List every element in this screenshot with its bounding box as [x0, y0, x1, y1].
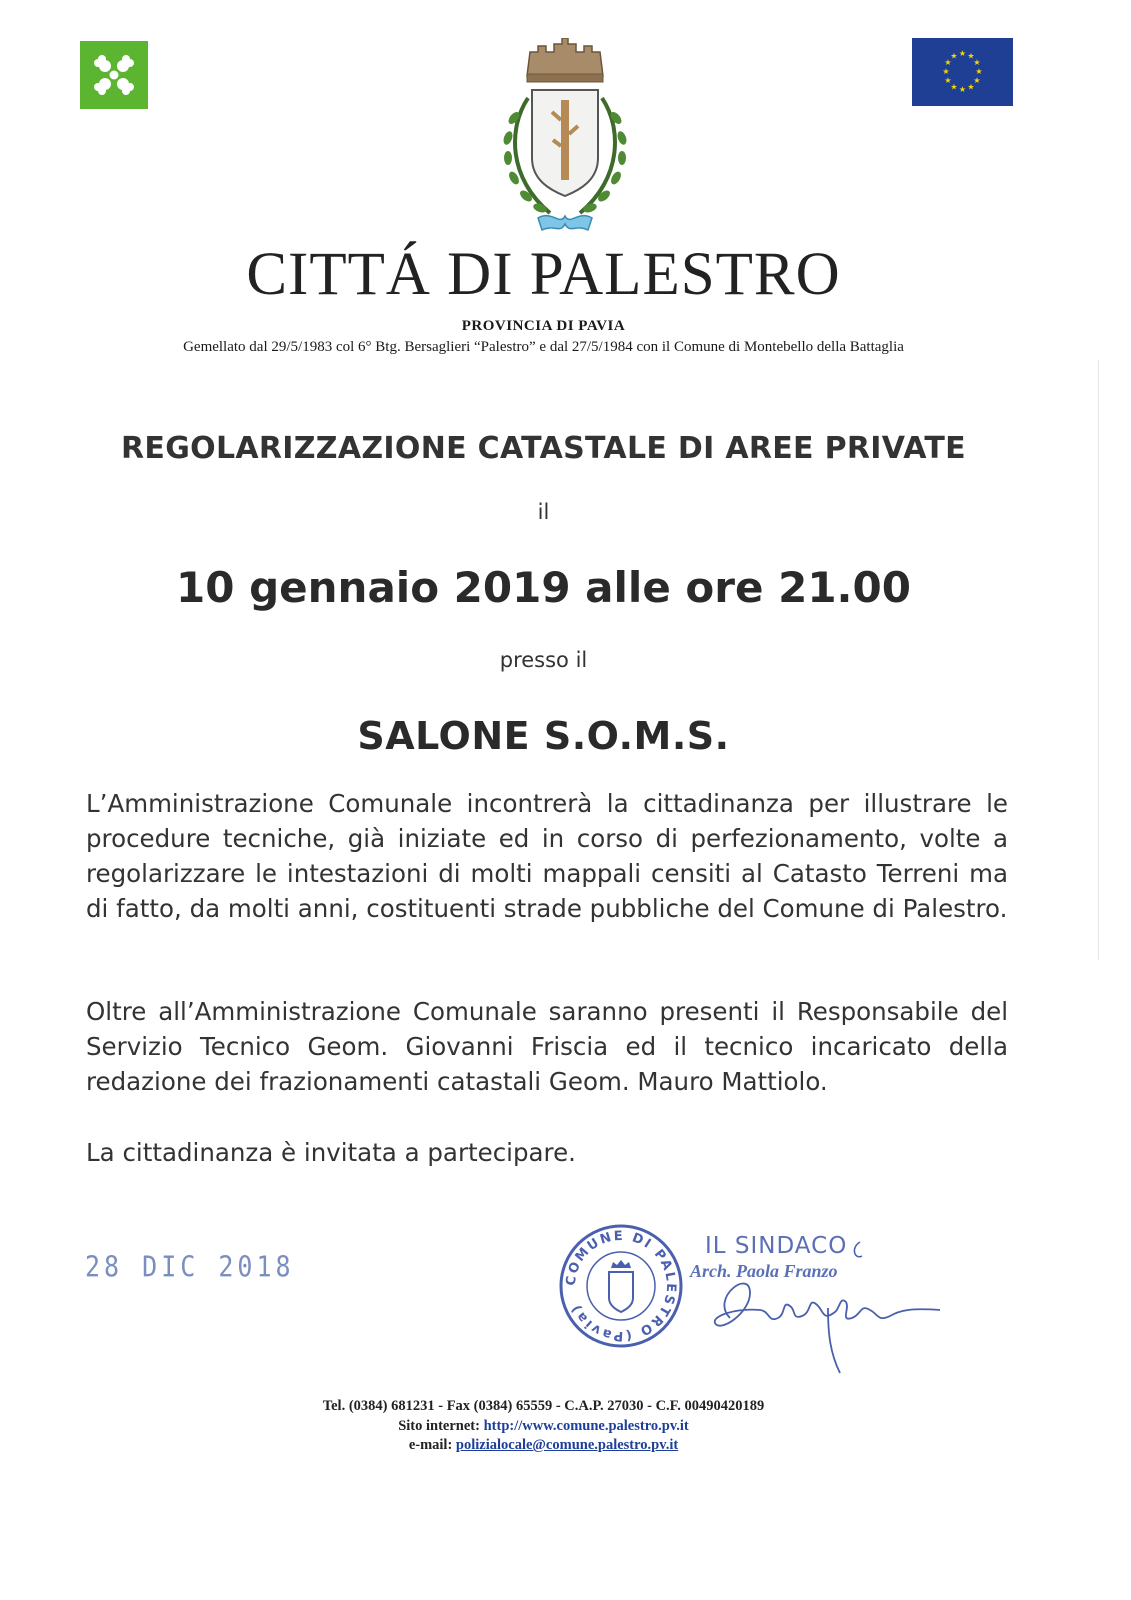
- svg-text:★: ★: [958, 85, 967, 94]
- stamp-text: COMUNE DI PALESTRO (Pavia): [563, 1228, 679, 1344]
- svg-text:★: ★: [944, 58, 952, 67]
- notice-presso: presso il: [499, 648, 588, 672]
- eu-flag-icon: [912, 38, 1013, 106]
- email-link[interactable]: polizialocale@comune.palestro.pv.it: [455, 1437, 679, 1453]
- website-label: Sito internet:: [398, 1418, 480, 1434]
- page-title: CITTÁ DI PALESTRO: [246, 241, 841, 308]
- twinning-note: Gemellato dal 29/5/1983 col 6° Btg. Bersaglieri “Palestro” e dal 27/5/1984 con il Comune di Montebello della Battaglia: [183, 339, 904, 355]
- mayor-title: IL SINDACO: [705, 1233, 848, 1259]
- svg-text:★: ★: [942, 67, 950, 76]
- event-venue: SALONE S.O.M.S.: [357, 714, 730, 758]
- lombardia-rose-icon: [80, 41, 148, 109]
- event-date-time: 10 gennaio 2019 alle ore 21.00: [176, 563, 911, 612]
- website-link[interactable]: http://www.comune.palestro.pv.it: [483, 1418, 689, 1434]
- footer-website: [0, 1418, 1087, 1435]
- signature-icon: [690, 1238, 950, 1378]
- footer-contacts: Tel. (0384) 681231 - Fax (0384) 65559 - C.A.P. 27030 - C.F. 00490420189: [322, 1398, 765, 1414]
- svg-text:★: ★: [973, 58, 981, 67]
- notice-paragraph-1: L’Amministrazione Comunale incontrerà la cittadinanza per illustrare le procedure tecniche, già iniziate ed in corso di perfezionamento, volte a regolarizzare le intestazioni di molti mappali censiti al Catasto Terreni ma di fatto, da molti anni, costituenti strade pubbliche del Comune di Palestro.: [86, 789, 1008, 923]
- lombardia-logo: [80, 41, 148, 109]
- svg-text:★: ★: [975, 67, 983, 76]
- municipal-stamp: [557, 1222, 685, 1350]
- svg-text:★: ★: [950, 51, 958, 61]
- mayor-signature: [690, 1238, 950, 1378]
- date-stamp: 28 DIC 2018: [85, 1249, 295, 1284]
- scan-edge-line: [1098, 360, 1099, 960]
- notice-paragraph-2: Oltre all’Amministrazione Comunale saranno presenti il Responsabile del Servizio Tecnico Geom. Giovanni Friscia ed il tecnico incaricato della redazione dei frazionamenti catastali Geom. Mauro Mattiolo.: [86, 997, 1008, 1096]
- svg-text:COMUNE DI PALESTRO (Pavia): [564, 1229, 678, 1343]
- municipal-stamp-icon: [557, 1222, 685, 1350]
- svg-text:★: ★: [950, 82, 958, 92]
- svg-text:★: ★: [967, 51, 975, 61]
- city-crest: [490, 38, 640, 243]
- city-crest-icon: [490, 38, 640, 243]
- svg-text:★: ★: [967, 82, 975, 92]
- svg-text:★: ★: [958, 49, 967, 58]
- svg-text:★: ★: [973, 76, 981, 85]
- notice-heading: REGOLARIZZAZIONE CATASTALE DI AREE PRIVATE: [121, 431, 966, 466]
- mayor-name: Arch. Paola Franzo: [690, 1261, 838, 1281]
- eu-flag: [912, 38, 1013, 106]
- footer-email: [0, 1437, 1087, 1454]
- notice-il: il: [537, 500, 550, 524]
- email-label: e-mail:: [408, 1437, 453, 1453]
- province-label: PROVINCIA DI PAVIA: [461, 318, 626, 334]
- notice-paragraph-3: La cittadinanza è invitata a partecipare.: [86, 1138, 576, 1167]
- svg-text:★: ★: [944, 76, 952, 85]
